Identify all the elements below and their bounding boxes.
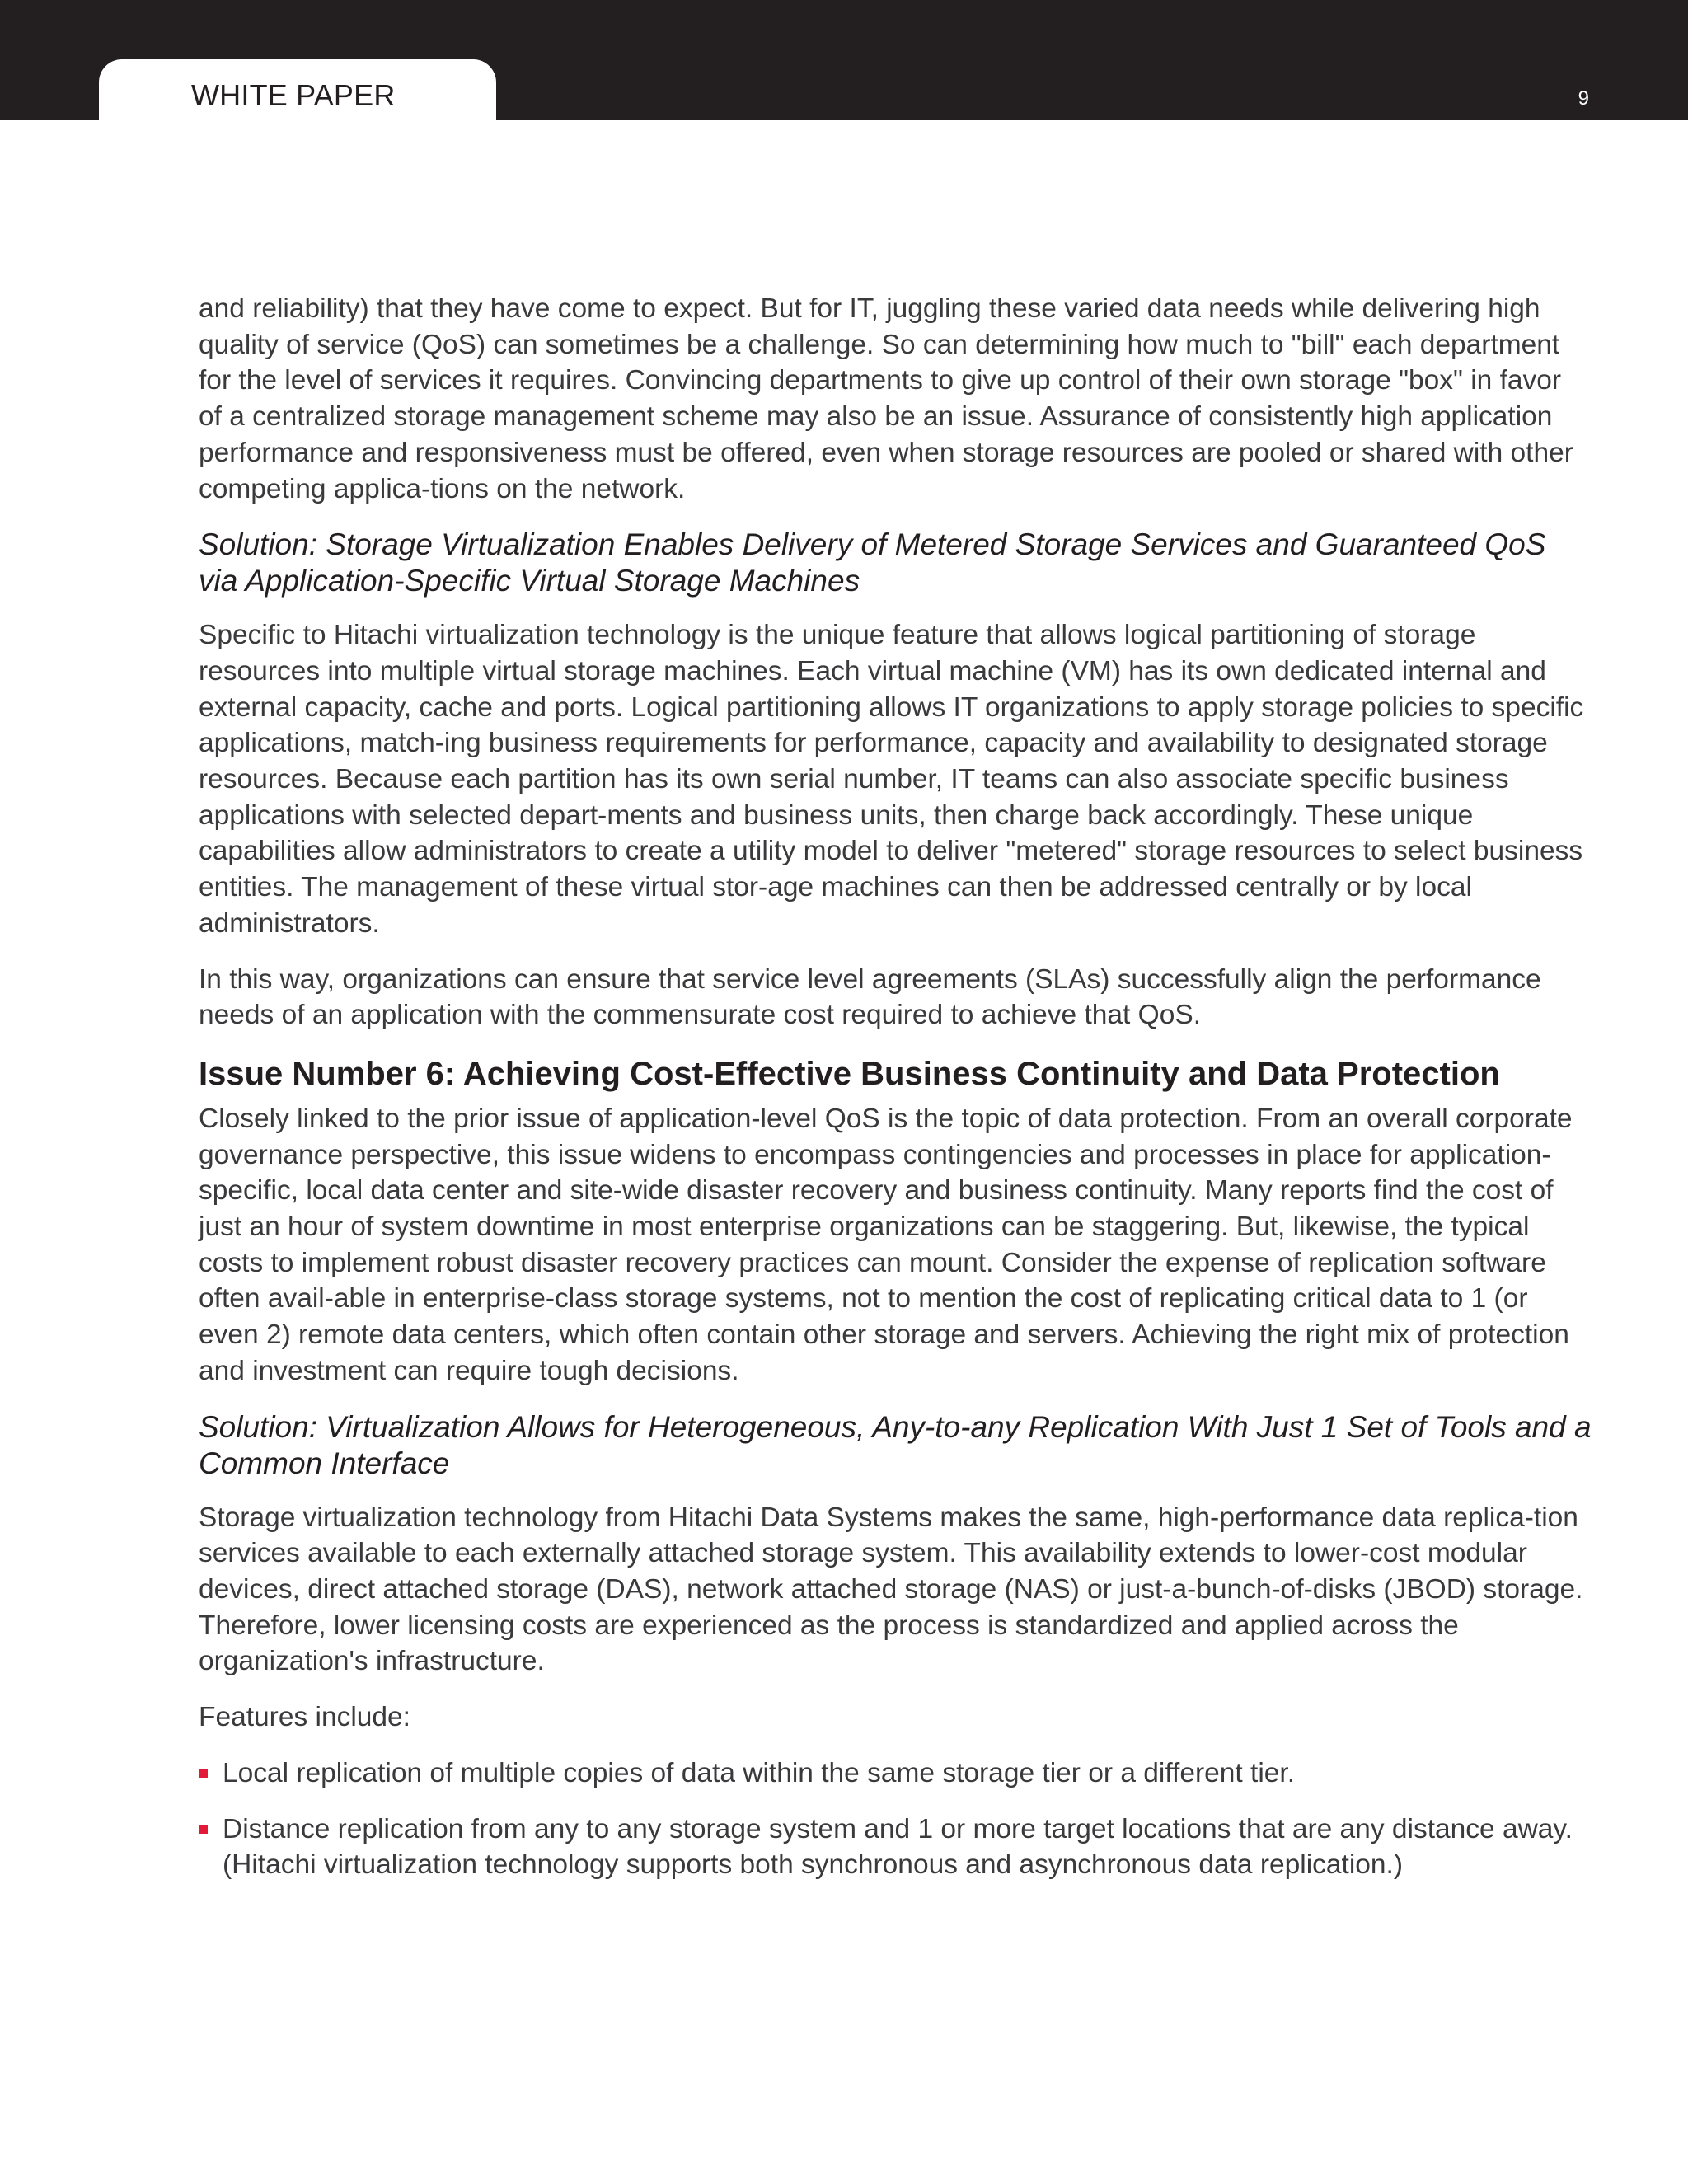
bullet-square-icon [199,1825,208,1834]
feature-text: Local replication of multiple copies of data within the same storage tier or a different tier. [223,1757,1296,1788]
solution-heading-metered-storage: Solution: Storage Virtualization Enables Delivery of Metered Storage Services and Guaranteed QoS via Application-Specific Virtual Storage Machines [199,527,1546,598]
list-item [199,1811,1592,1883]
feature-text: Distance replication from any to any storage system and 1 or more target locations that are any distance away. (Hitachi virtualization technology supports both synchronous and asynchronous data replication.) [223,1813,1573,1881]
paragraph-sla: In this way, organizations can ensure that service level agreements (SLAs) successfully align the performance needs of an application with the commensurate cost required to achieve that QoS. [199,963,1541,1031]
features-intro: Features include: [199,1702,410,1733]
bullet-square-icon [199,1769,208,1778]
paragraph-logical-partitioning: Specific to Hitachi virtualization technology is the unique feature that allows logical partitioning of storage resources into multiple virtual storage machines. Each virtual machine (VM) has its own dedicated internal and external capacity, cache and ports. Logical partitioning allows IT organizations to apply storage policies to specific applications, match-ing business requirements for performance, capacity and availability to designated storage resources. Because each partition has its own serial number, IT teams can also associate specific business applications with selected depart-ments and business units, then charge back accordingly. These unique capabilities allow administrators to create a utility model to deliver "metered" storage resources to select business entities. The management of these virtual stor-age machines can then be addressed centrally or by local administrators. [199,620,1584,939]
page-number: 9 [1578,87,1589,110]
features-list [199,1755,1592,1883]
document-type-label: WHITE PAPER [191,78,396,112]
issue-6-heading: Issue Number 6: Achieving Cost-Effective Business Continuity and Data Protection [199,1055,1500,1092]
paragraph-data-protection: Closely linked to the prior issue of application-level QoS is the topic of data protection. From an overall corporate governance perspective, this issue widens to encompass contingencies and processes in place for application-specific, local data center and site-wide disaster recovery and business continuity. Many reports find the cost of just an hour of system downtime in most enterprise organizations can be staggering. But, likewise, the typical costs to implement robust disaster recovery practices can mount. Consider the expense of replication software often avail-able in enterprise-class storage systems, not to mention the cost of replicating critical data to 1 (or even 2) remote data centers, which often contain other storage and servers. Achieving the right mix of protection and investment can require tough decisions. [199,1103,1573,1386]
solution-heading-replication: Solution: Virtualization Allows for Heterogeneous, Any-to-any Replication With Just 1 Set of Tools and a Common Interface [199,1409,1592,1480]
page-content [199,291,1592,1903]
paragraph-reliability: and reliability) that they have come to expect. But for IT, juggling these varied data needs while delivering high quality of service (QoS) can sometimes be a challenge. So can determining how much to "bill" each department for the level of services it requires. Convincing departments to give up control of their own storage "box" in favor of a centralized storage management scheme may also be an issue. Assurance of consistently high application performance and responsiveness must be offered, even when storage resources are pooled or shared with other competing applica-tions on the network. [199,293,1573,504]
list-item [199,1755,1592,1792]
paragraph-replication-services: Storage virtualization technology from Hitachi Data Systems makes the same, high-performance data replica-tion services available to each externally attached storage system. This availability extends to lower-cost modular devices, direct attached storage (DAS), network attached storage (NAS) or just-a-bunch-of-disks (JBOD) storage. Therefore, lower licensing costs are experienced as the process is standardized and applied across the organization's infrastructure. [199,1502,1583,1677]
